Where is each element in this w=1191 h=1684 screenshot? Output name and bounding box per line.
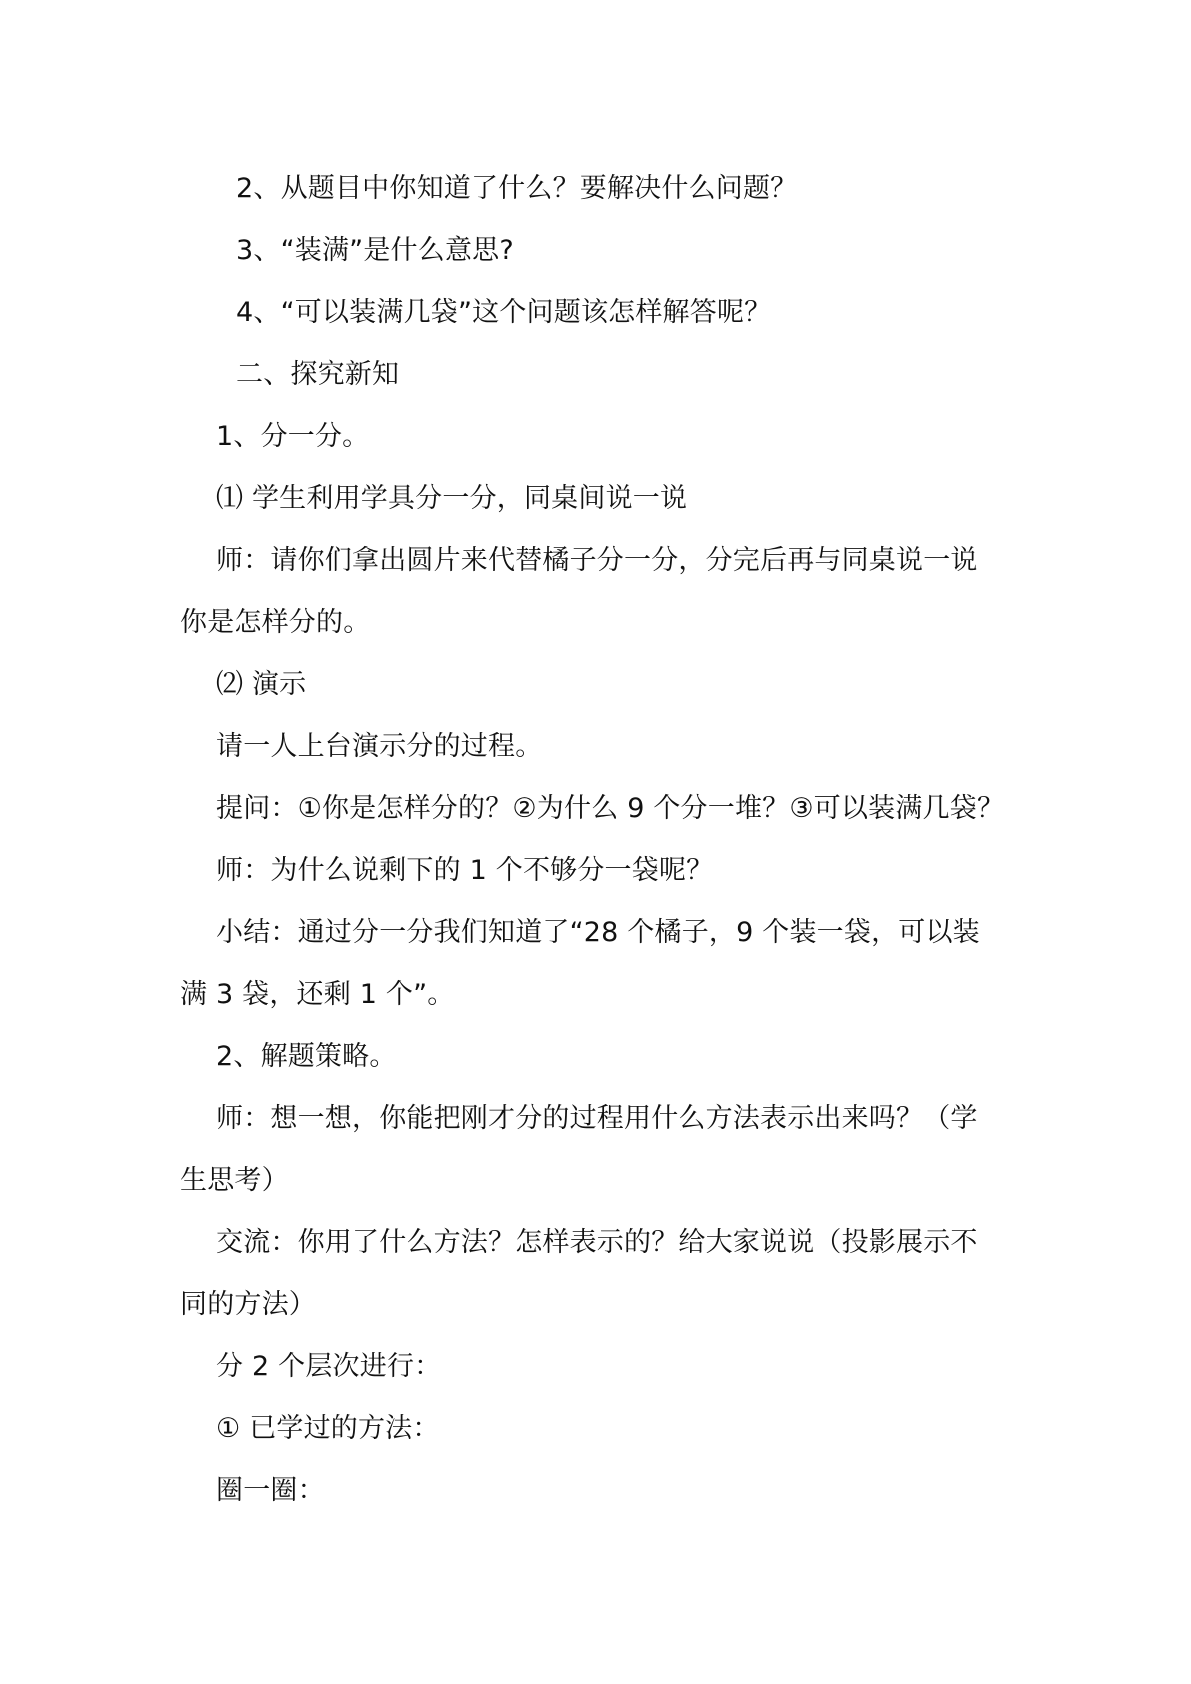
question-4: 4、“可以装满几袋”这个问题该怎样解答呢？ [236,297,772,328]
question-line: 提问：①你是怎样分的？②为什么 9 个分一堆？③可以装满几袋？ [216,793,1005,824]
step-strategy: 2、解题策略。 [216,1041,397,1072]
teacher-line-3-cont: 生思考） [180,1165,289,1196]
exchange-line: 交流：你用了什么方法？怎样表示的？给大家说说（投影展示不 [216,1227,978,1258]
question-2: 2、从题目中你知道了什么？要解决什么问题？ [236,173,798,204]
learned-method-line: ① 已学过的方法： [216,1413,440,1444]
levels-line: 分 2 个层次进行： [216,1351,442,1382]
section-heading-explore: 二、探究新知 [236,359,400,390]
substep-2: ⑵ 演示 [216,669,307,700]
summary-line: 小结：通过分一分我们知道了“28 个橘子，9 个装一袋，可以装 [216,917,980,948]
teacher-line-2: 师：为什么说剩下的 1 个不够分一袋呢？ [216,855,714,886]
demo-line: 请一人上台演示分的过程。 [216,731,543,762]
question-3: 3、“装满”是什么意思? [236,235,514,266]
exchange-line-cont: 同的方法） [180,1289,316,1320]
circle-line: 圈一圈： [216,1475,325,1506]
summary-line-cont: 满 3 袋，还剩 1 个”。 [180,979,455,1010]
step-divide: 1、分一分。 [216,421,370,452]
teacher-line-1-cont: 你是怎样分的。 [180,607,371,638]
substep-1: ⑴ 学生利用学具分一分，同桌间说一说 [216,483,688,514]
teacher-line-3: 师：想一想，你能把刚才分的过程用什么方法表示出来吗？（学 [216,1103,978,1134]
teacher-line-1: 师：请你们拿出圆片来代替橘子分一分，分完后再与同桌说一说 [216,545,978,576]
